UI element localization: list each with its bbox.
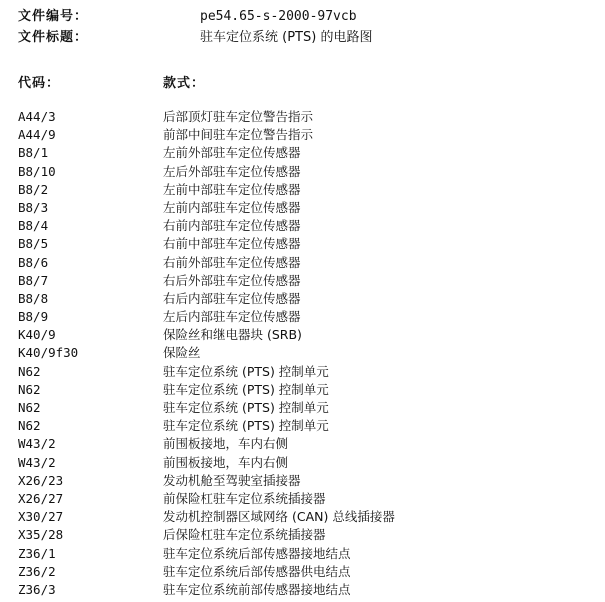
component-description: 后保险杠驻车定位系统插接器 — [163, 527, 326, 543]
document-header — [18, 6, 598, 48]
component-code: Z36/3 — [18, 581, 56, 597]
list-item — [18, 508, 598, 526]
component-description: 保险丝 — [163, 345, 201, 361]
list-item — [18, 454, 598, 472]
component-code: Z36/1 — [18, 545, 56, 561]
list-item — [18, 217, 598, 235]
component-description: 发动机舱至驾驶室插接器 — [163, 472, 301, 488]
column-headers — [18, 74, 598, 94]
model-column-header: 款式： — [163, 76, 206, 91]
component-code: B8/3 — [18, 199, 49, 215]
list-item — [18, 181, 598, 199]
list-item — [18, 108, 598, 126]
list-item — [18, 308, 598, 326]
list-item — [18, 144, 598, 162]
list-item — [18, 526, 598, 544]
list-item — [18, 417, 598, 435]
list-item — [18, 381, 598, 399]
list-item — [18, 363, 598, 381]
list-item — [18, 199, 598, 217]
doc-number-value: pe54.65-s-2000-97vcb — [200, 9, 357, 24]
component-code: B8/8 — [18, 290, 49, 306]
component-description: 驻车定位系统 (PTS) 控制单元 — [163, 381, 329, 397]
list-item — [18, 435, 598, 453]
component-description: 左前内部驻车定位传感器 — [163, 199, 301, 215]
component-description: 左前外部驻车定位传感器 — [163, 145, 301, 161]
list-item — [18, 399, 598, 417]
list-item — [18, 563, 598, 581]
code-column-header: 代码： — [18, 76, 61, 91]
component-description: 后部顶灯驻车定位警告指示 — [163, 109, 314, 124]
doc-title-row — [18, 27, 598, 48]
list-item — [18, 326, 598, 344]
component-description: 前部中间驻车定位警告指示 — [163, 127, 314, 143]
component-code: X26/23 — [18, 472, 64, 488]
list-item — [18, 344, 598, 362]
component-code: K40/9f30 — [18, 345, 79, 361]
component-code: B8/4 — [18, 218, 49, 234]
component-code: B8/2 — [18, 181, 49, 197]
component-description: 保险丝和继电器块 (SRB) — [163, 327, 302, 343]
component-description: 驻车定位系统后部传感器接地结点 — [163, 545, 351, 561]
component-code: X30/27 — [18, 509, 64, 525]
component-description: 发动机控制器区域网络 (CAN) 总线插接器 — [163, 509, 395, 525]
component-code: N62 — [18, 381, 41, 397]
component-description: 驻车定位系统 (PTS) 控制单元 — [163, 363, 329, 379]
component-description: 驻车定位系统 (PTS) 控制单元 — [163, 400, 329, 415]
list-item — [18, 581, 598, 599]
component-description: 右前外部驻车定位传感器 — [163, 254, 301, 270]
component-code: A44/3 — [18, 109, 56, 124]
component-description: 驻车定位系统 (PTS) 控制单元 — [163, 418, 329, 434]
list-item — [18, 472, 598, 490]
component-description: 左后外部驻车定位传感器 — [163, 163, 301, 179]
component-code: A44/9 — [18, 127, 56, 143]
component-code: B8/1 — [18, 145, 49, 161]
component-description: 右前中部驻车定位传感器 — [163, 236, 301, 252]
component-description: 前围板接地，车内右侧 — [163, 454, 289, 470]
list-item — [18, 163, 598, 181]
component-description: 左后内部驻车定位传感器 — [163, 309, 301, 325]
component-description: 右后外部驻车定位传感器 — [163, 272, 301, 288]
doc-number-row — [18, 6, 598, 27]
component-description: 前保险杠驻车定位系统插接器 — [163, 490, 326, 506]
component-code: B8/9 — [18, 309, 49, 325]
list-item — [18, 272, 598, 290]
list-item — [18, 126, 598, 144]
component-code: B8/6 — [18, 254, 49, 270]
component-code: X35/28 — [18, 527, 64, 543]
component-code: B8/10 — [18, 163, 56, 179]
doc-number-label: 文件编号： — [18, 9, 89, 24]
component-code: B8/7 — [18, 272, 49, 288]
list-item — [18, 545, 598, 563]
component-code: Z36/2 — [18, 563, 56, 579]
component-description: 右前内部驻车定位传感器 — [163, 218, 301, 234]
component-code: K40/9 — [18, 327, 56, 343]
component-code: N62 — [18, 418, 41, 434]
component-code: B8/5 — [18, 236, 49, 252]
list-item — [18, 254, 598, 272]
component-description: 右后内部驻车定位传感器 — [163, 290, 301, 306]
list-item — [18, 290, 598, 308]
doc-title-label: 文件标题： — [18, 30, 89, 45]
component-description: 左前中部驻车定位传感器 — [163, 181, 301, 197]
component-code: W43/2 — [18, 436, 56, 452]
component-code: N62 — [18, 363, 41, 379]
list-item — [18, 235, 598, 253]
doc-title-value: 驻车定位系统 (PTS) 的电路图 — [200, 30, 373, 45]
component-code: N62 — [18, 400, 41, 415]
component-code: W43/2 — [18, 454, 56, 470]
component-description: 前围板接地，车内右侧 — [163, 436, 289, 452]
component-description: 驻车定位系统后部传感器供电结点 — [163, 563, 351, 579]
component-description: 驻车定位系统前部传感器接地结点 — [163, 581, 351, 597]
component-list — [18, 108, 598, 599]
list-item — [18, 490, 598, 508]
component-code: X26/27 — [18, 490, 64, 506]
